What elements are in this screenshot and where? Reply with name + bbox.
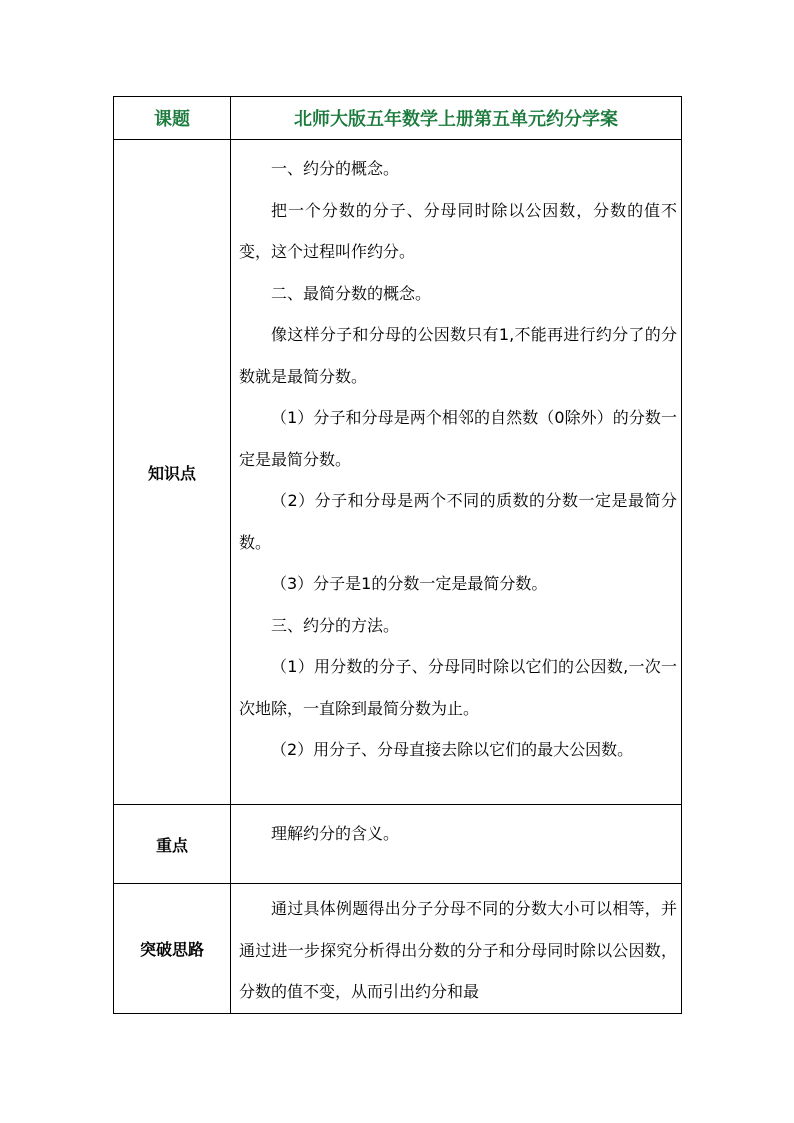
approach-content-cell xyxy=(231,884,682,1014)
knowledge-paragraph: 三、约分的方法。 xyxy=(271,615,400,635)
key-point-content xyxy=(231,805,681,855)
knowledge-content xyxy=(231,140,681,771)
knowledge-paragraph: （1）分子和分母是两个相邻的自然数（0除外）的分数一定是最简分数。 xyxy=(239,408,677,469)
key-point-row xyxy=(114,805,682,884)
approach-label: 突破思路 xyxy=(114,884,231,1014)
key-point-text: 理解约分的含义。 xyxy=(271,824,400,843)
knowledge-content-cell xyxy=(231,140,682,805)
knowledge-paragraph: 把一个分数的分子、分母同时除以公因数，分数的值不变，这个过程叫作约分。 xyxy=(239,200,677,261)
lesson-plan-table xyxy=(113,96,682,1014)
approach-content xyxy=(231,884,681,1013)
knowledge-label: 知识点 xyxy=(114,140,231,805)
key-point-content-cell xyxy=(231,805,682,884)
approach-text: 通过具体例题得出分子分母不同的分数大小可以相等，并通过进一步探究分析得出分数的分子和分母同时除以公因数，分数的值不变，从而引出约分和最 xyxy=(239,899,677,1001)
title-label-cell: 课题 xyxy=(114,97,231,140)
approach-row xyxy=(114,884,682,1014)
knowledge-paragraph: （3）分子是1的分数一定是最简分数。 xyxy=(271,574,548,593)
knowledge-paragraph: 二、最简分数的概念。 xyxy=(271,283,432,303)
title-row xyxy=(114,97,682,140)
knowledge-paragraph: 像这样分子和分母的公因数只有1,不能再进行约分了的分数就是最简分数。 xyxy=(239,325,677,386)
knowledge-paragraph: （2）分子和分母是两个不同的质数的分数一定是最简分数。 xyxy=(239,491,677,552)
lesson-title: 北师大版五年数学上册第五单元约分学案 xyxy=(231,97,682,140)
knowledge-row xyxy=(114,140,682,805)
knowledge-paragraph: （2）用分子、分母直接去除以它们的最大公因数。 xyxy=(271,740,634,759)
knowledge-paragraph: （1）用分数的分子、分母同时除以它们的公因数,一次一次地除，一直除到最简分数为止。 xyxy=(239,657,677,718)
key-point-label: 重点 xyxy=(114,805,231,884)
knowledge-paragraph: 一、约分的概念。 xyxy=(271,159,400,178)
